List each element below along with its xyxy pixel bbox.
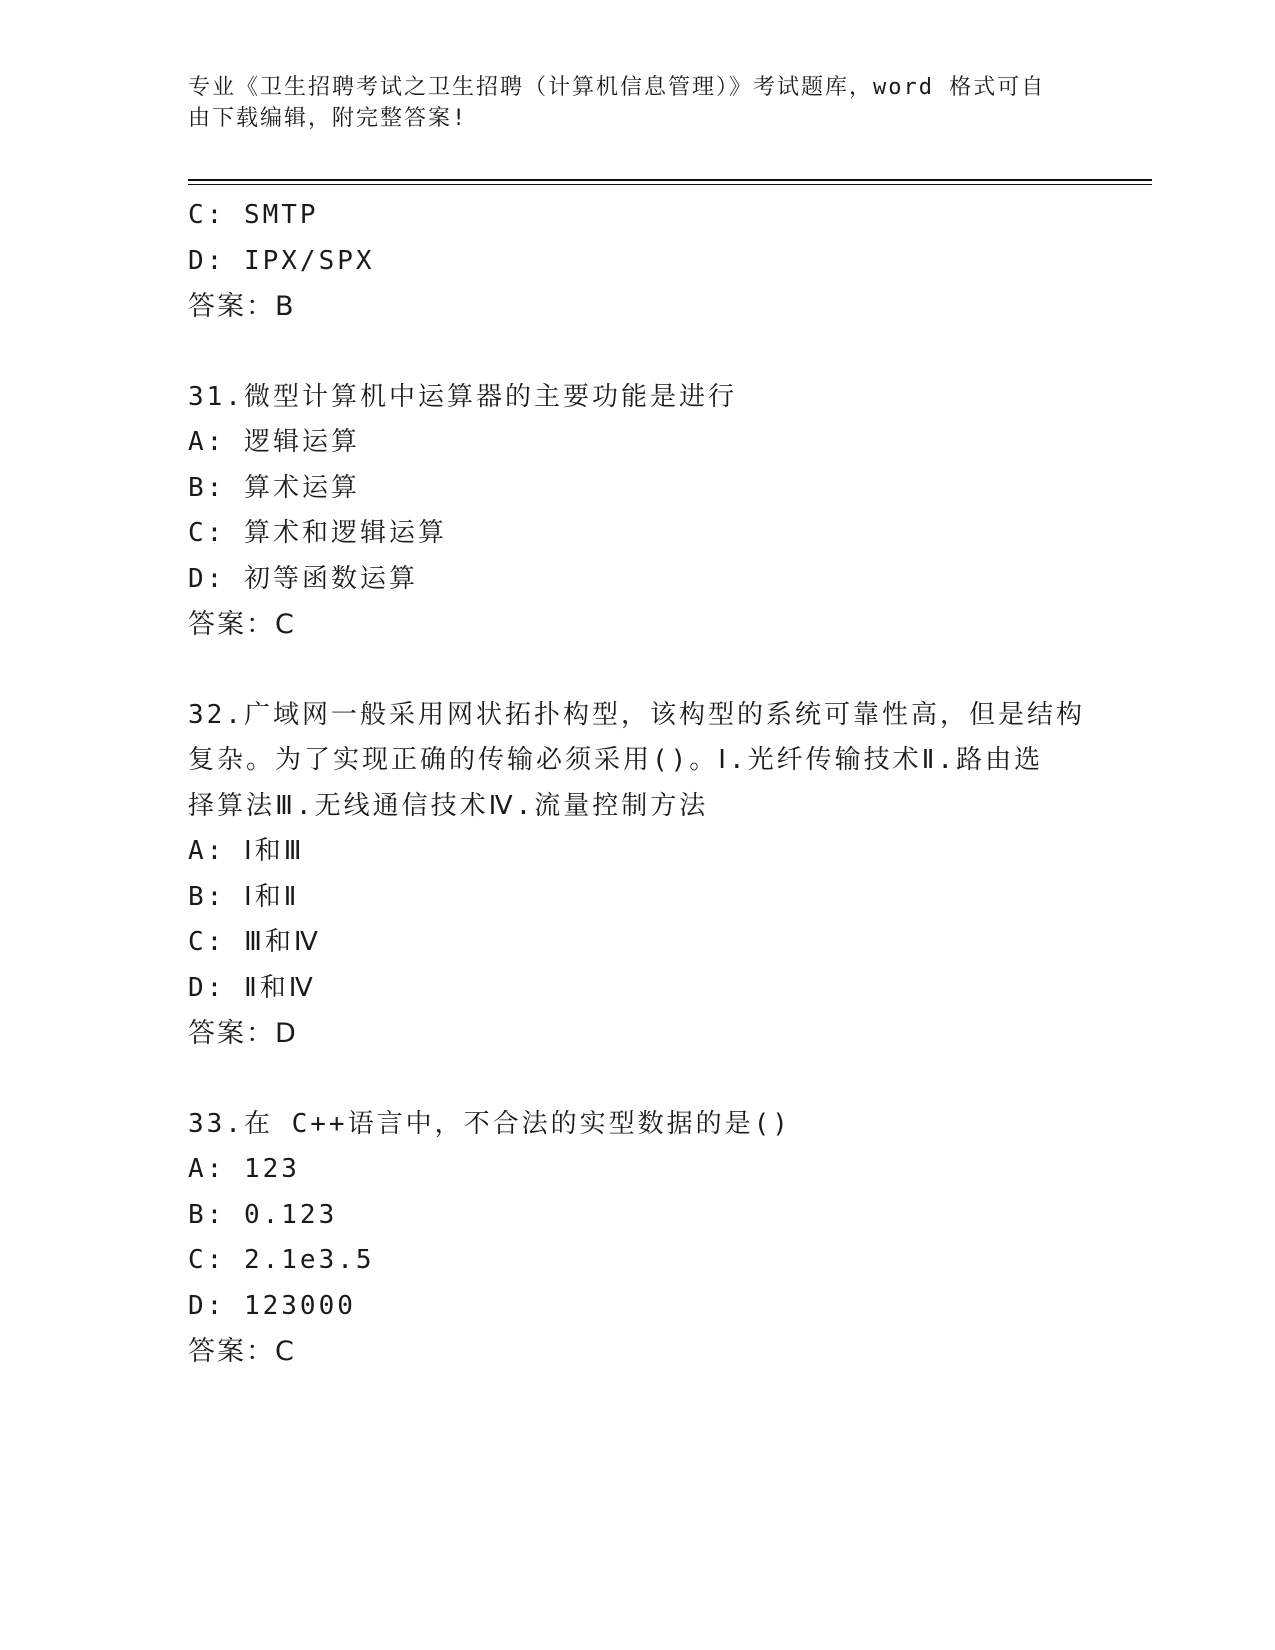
option-b: B: 算术运算 — [188, 472, 360, 503]
option-d: D: Ⅱ和Ⅳ — [188, 972, 316, 1003]
option-a: A: 123 — [188, 1154, 300, 1184]
answer-line: 答案：B — [188, 291, 296, 322]
header-title-line-2: 由下载编辑，附完整答案! — [188, 106, 468, 131]
question-stem-line-1: 32.广域网一般采用网状拓扑构型，该构型的系统可靠性高，但是结构 — [188, 699, 1085, 730]
question-spacer — [188, 648, 1088, 693]
header-divider-thick — [188, 179, 1152, 181]
option-a: A: 逻辑运算 — [188, 427, 360, 457]
answer-line: 答案：C — [188, 609, 296, 640]
question-block-32 — [188, 693, 1088, 1057]
question-list — [188, 193, 1088, 1375]
question-spacer — [188, 330, 1088, 375]
question-spacer — [188, 1057, 1088, 1102]
option-c: C: 2.1e3.5 — [188, 1245, 375, 1275]
option-a: A: Ⅰ和Ⅲ — [188, 836, 305, 866]
document-header — [188, 72, 1088, 134]
answer-line: 答案：D — [188, 1018, 298, 1049]
header-divider-thin — [188, 184, 1152, 185]
option-d: D: 123000 — [188, 1290, 356, 1321]
option-b: B: Ⅰ和Ⅱ — [188, 881, 300, 912]
header-title-line-1: 专业《卫生招聘考试之卫生招聘（计算机信息管理）》考试题库，word 格式可自 — [188, 75, 1046, 100]
question-block-30 — [188, 193, 1088, 330]
question-stem-line-3: 择算法Ⅲ.无线通信技术Ⅳ.流量控制方法 — [188, 790, 709, 821]
question-block-31 — [188, 375, 1088, 648]
answer-line: 答案：C — [188, 1336, 296, 1367]
question-stem-line-2: 复杂。为了实现正确的传输必须采用()。Ⅰ.光纤传输技术Ⅱ.路由选 — [188, 745, 1044, 775]
option-d: D: IPX/SPX — [188, 245, 375, 276]
question-block-33 — [188, 1102, 1088, 1375]
option-d: D: 初等函数运算 — [188, 563, 418, 594]
question-stem: 33.在 C++语言中，不合法的实型数据的是() — [188, 1108, 791, 1139]
option-b: B: 0.123 — [188, 1199, 338, 1230]
option-c: C: SMTP — [188, 200, 319, 230]
option-c: C: Ⅲ和Ⅳ — [188, 927, 321, 957]
option-c: C: 算术和逻辑运算 — [188, 518, 447, 548]
question-stem: 31.微型计算机中运算器的主要功能是进行 — [188, 381, 737, 412]
